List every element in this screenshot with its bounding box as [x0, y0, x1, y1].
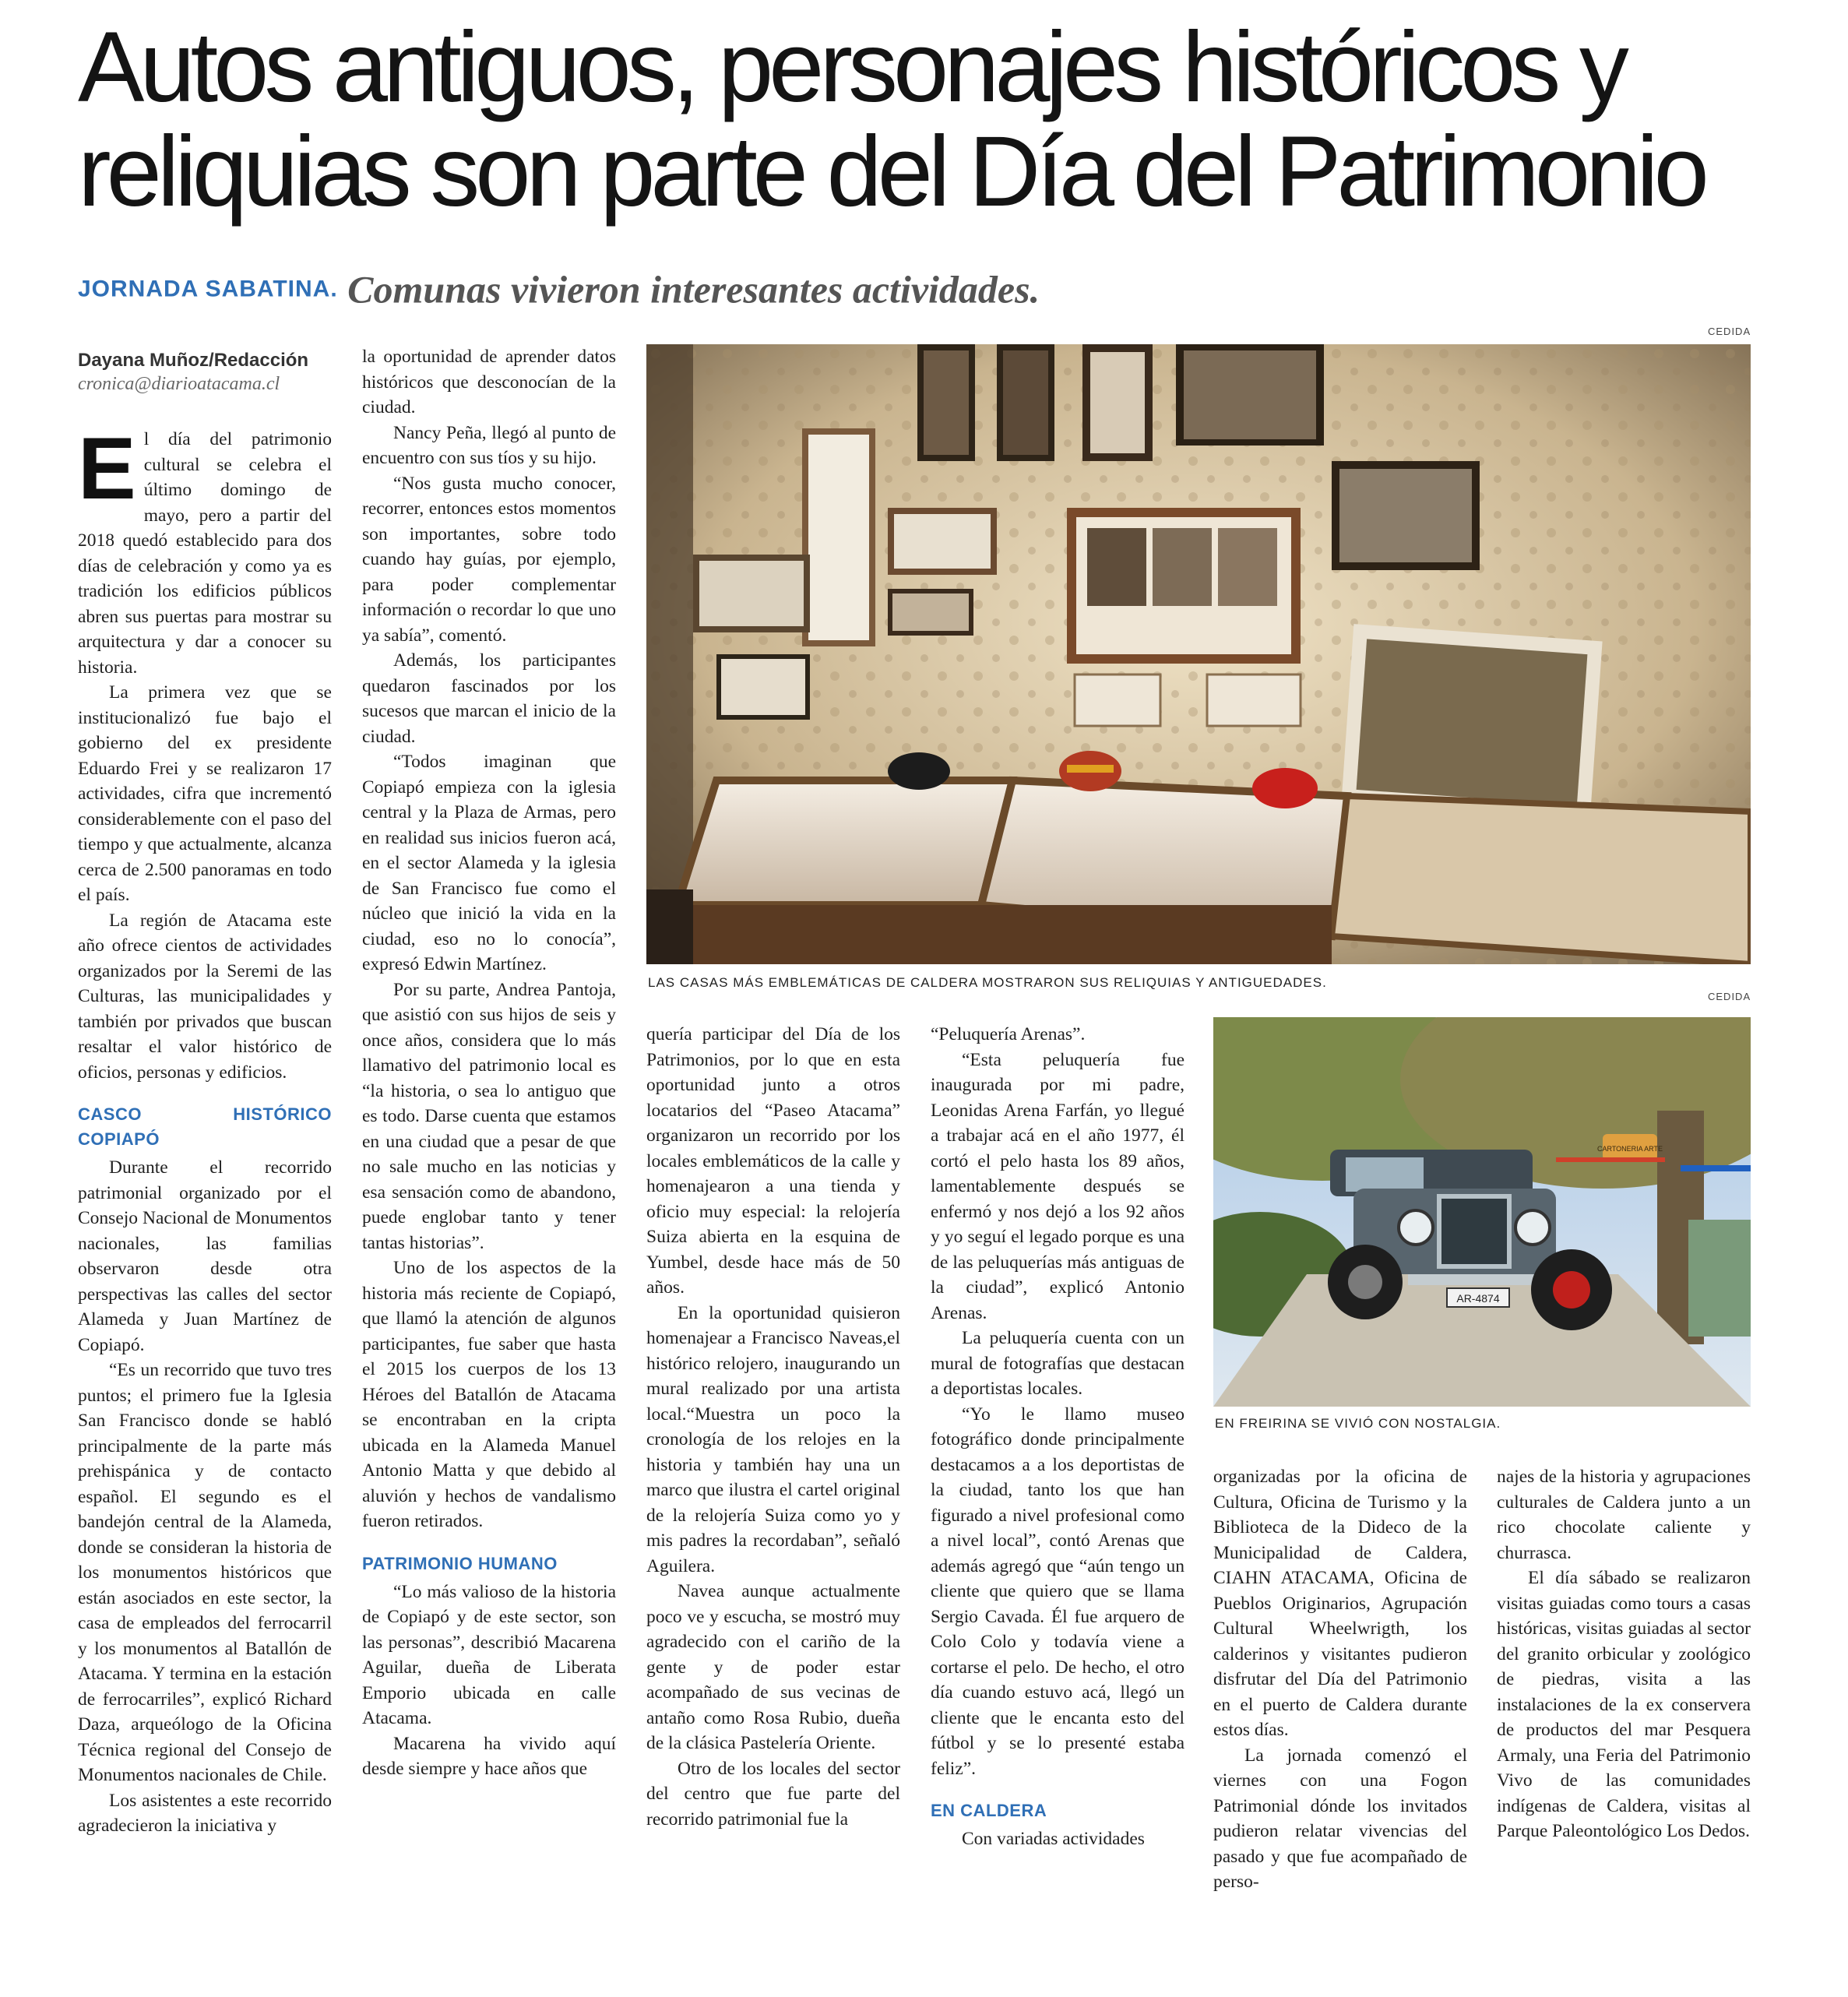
paragraph: “Lo más valioso de la historia de Copiapó y de este sector, son las personas”, describió Macarena Aguilar, dueña de Liberata Emporio ubicada en calle Atacama.	[362, 1581, 616, 1728]
photo-credit: CEDIDA	[1708, 991, 1751, 1002]
article-column-5	[1213, 1464, 1467, 1893]
drop-cap: E	[78, 427, 136, 517]
photo-credit: CEDIDA	[1708, 326, 1751, 337]
section-subhead: CASCO HISTÓRICO COPIAPÓ	[78, 1104, 332, 1149]
paragraph: La peluquería cuenta con un mural de fotografías que destacan a deportistas locales.	[931, 1328, 1184, 1399]
section-subhead: PATRIMONIO HUMANO	[362, 1553, 558, 1573]
paragraph: “Esta peluquería fue inaugurada por mi padre, Leonidas Arena Farfán, yo llegué a trabajar acá en el año 1977, él cortó el pelo hasta los 89 años, lamentablemente después se enfermó y nos dejó a los 92 años y yo seguí el legado porque es una de las peluquerías más antiguas de la ciudad”, explicó Antonio Arenas.	[931, 1049, 1184, 1323]
byline-author: Dayana Muñoz/Redacción	[78, 350, 309, 371]
car-photo	[1213, 1017, 1751, 1407]
paragraph: Los asistentes a este recorrido agradecieron la iniciativa y	[78, 1790, 332, 1836]
museum-photo	[646, 344, 1751, 964]
paragraph: “Nos gusta mucho conocer, recorrer, entonces estos momentos son importantes, sobre todo cuando hay guías, por ejemplo, para poder complementar información o recordar lo que uno ya sabía”, comentó.	[362, 473, 616, 646]
shop-sign: CARTONERIA ARTE	[1596, 1145, 1663, 1153]
headline-line-2: reliquias son parte del Día del Patrimonio	[78, 116, 1705, 227]
paragraph-text: l día del patrimonio cultural se celebra el último domingo de mayo, pero a partir del 2018 quedó establecido para dos días de celebración y como ya es tradición los edificios públicos abren sus puertas para mostrar su arquitectura y dar a conocer su historia.	[78, 429, 332, 678]
paragraph: Uno de los aspectos de la historia más reciente de Copiapó, que llamó la atención de algunos participantes, fue saber que hasta el 2015 los cuerpos de los 13 Héroes del Batallón de Atacama se encontraban en la cripta ubicada en la Alameda Manuel Antonio Matta y que debido al aluvión y hechos de vandalismo fueron retirados.	[362, 1258, 616, 1531]
paragraph: Navea aunque actualmente poco ve y escucha, se mostró muy agradecido con el cariño de la gente y de poder estar acompañado de sus vecinas de antaño como Rosa Rubio, dueña de la clásica Pastelería Oriente.	[646, 1581, 900, 1753]
paragraph: La región de Atacama este año ofrece cientos de actividades organizados por la Seremi de las Culturas, las municipalidades y también por privados que buscan resaltar el valor histórico de oficios, personas y edificios.	[78, 910, 332, 1083]
paragraph: En la oportunidad quisieron homenajear a Francisco Naveas,el histórico relojero, inaugurando un mural realizado por una artista local.“Muestra un poco la cronología de los relojes en la historia y también hay una un marco que ilustra el cartel original de la relojería Suiza como yo y mis padres la recordaban”, señaló Aguilera.	[646, 1302, 900, 1576]
paragraph: “Peluquería Arenas”.	[931, 1024, 1086, 1044]
article-column-6	[1497, 1464, 1751, 1893]
paragraph: Macarena ha vivido aquí desde siempre y hace años que	[362, 1733, 616, 1779]
paragraph: Otro de los locales del sector del centro que fue parte del recorrido patrimonial fue la	[646, 1758, 900, 1830]
kicker-lead: JORNADA SABATINA.	[78, 276, 338, 302]
photo-caption: EN FREIRINA SE VIVIÓ CON NOSTALGIA.	[1215, 1416, 1501, 1431]
section-subhead: EN CALDERA	[931, 1801, 1047, 1820]
byline-email: cronica@diarioatacama.cl	[78, 374, 280, 394]
article-column-4	[931, 1022, 1184, 1893]
paragraph: El día sábado se realizaron visitas guiadas como tours a casas históricas, visitas guiadas al sector del granito orbicular y zoológico de piedras, visita a las instalaciones de la ex conservera de productos del mar Pesquera Armaly, una Feria del Patrimonio Vivo de las comunidades indígenas de Caldera, visitas al Parque Paleontológico Los Dedos.	[1497, 1568, 1751, 1841]
paragraph	[78, 427, 332, 680]
kicker-subtitle: Comunas vivieron interesantes actividades.	[347, 267, 1040, 312]
paragraph: “Es un recorrido que tuvo tres puntos; el primero fue la Iglesia San Francisco donde se habló principalmente de la parte más prehispánica y de contacto español. El segundo es el bandejón central de la Alameda, donde se consideran la historia de los monumentos históricos que están asociados en este sector, la casa de empleados del ferrocarril y los monumentos al Batallón de Atacama. Y termina en la estación de ferrocarriles”, explicó Richard Daza, arqueólogo de la Oficina Técnica regional del Consejo de Monumentos nacionales de Chile.	[78, 1360, 332, 1785]
paragraph: “Yo le llamo museo fotográfico donde principalmente destacamos a a los deportistas de la ciudad, tanto los que han figurado a nivel profesional como a nivel local”, contó Arenas que además agregó que “aún tengo un cliente que quiero que se llama Sergio Cavada. Él fue arquero de Colo Colo y todavía viene a cortarse el pelo. De hecho, el otro día cuando estuvo acá, llegó un cliente que le encanta esto del fútbol y se lo presenté estaba feliz”.	[931, 1404, 1184, 1779]
byline	[78, 349, 343, 396]
photo-caption: LAS CASAS MÁS EMBLEMÁTICAS DE CALDERA MOSTRARON SUS RELIQUIAS Y ANTIGUEDADES.	[648, 975, 1327, 990]
article-column-2	[362, 344, 616, 1893]
paragraph: La primera vez que se institucionalizó fue bajo el gobierno del ex presidente Eduardo Frei y se realizaron 17 actividades, cifra que incrementó considerablemente con el paso del tiempo y que actualmente, alcanza cerca de 2.500 panoramas en todo el país.	[78, 682, 332, 905]
paragraph: Nancy Peña, llegó al punto de encuentro con sus tíos y su hijo.	[362, 422, 616, 468]
headline	[78, 12, 1791, 227]
paragraph: Durante el recorrido patrimonial organizado por el Consejo Nacional de Monumentos nacionales, las familias observaron desde otra perspectivas las calles del sector Alameda y Juan Martínez de Copiapó.	[78, 1157, 332, 1355]
license-plate: AR-4874	[1456, 1292, 1500, 1305]
article-column-1	[78, 427, 332, 1893]
museum-photo-illustration	[646, 344, 1751, 964]
paragraph: la oportunidad de aprender datos históricos que desconocían de la ciudad.	[362, 347, 616, 417]
paragraph: quería participar del Día de los Patrimonios, por lo que en esta oportunidad junto a otros locatarios del “Paseo Atacama” organizaron un recorrido por los locales emblemáticos de la calle y homenajearon a una tienda y oficio muy especial: la relojería Suiza abierta en la esquina de Yumbel, desde hace más de 50 años.	[646, 1024, 900, 1298]
headline-line-1: Autos antiguos, personajes históricos y	[78, 12, 1624, 123]
paragraph: La jornada comenzó el viernes con una Fogon Patrimonial dónde los invitados pudieron relatar vivencias del pasado y que fue acompañado de perso-	[1213, 1745, 1467, 1892]
paragraph: “Todos imaginan que Copiapó empieza con la iglesia central y la Plaza de Armas, pero en realidad sus inicios fueron acá, en el sector Alameda y la iglesia de San Francisco fue como el núcleo que inició la vida en la ciudad, eso no lo conocía”, expresó Edwin Martínez.	[362, 752, 616, 974]
paragraph: Además, los participantes quedaron fascinados por los sucesos que marcan el inicio de la ciudad.	[362, 650, 616, 747]
paragraph: organizadas por la oficina de Cultura, Oficina de Turismo y la Biblioteca de la Dideco de la Municipalidad de Caldera, CIAHN ATACAMA, Oficina de Pueblos Originarios, Agrupación Cultural Wheelwrigth, los calderinos y visitantes pudieron disfrutar del Día del Patrimonio en el puerto de Caldera durante estos días.	[1213, 1467, 1467, 1740]
paragraph: Con variadas actividades	[962, 1829, 1145, 1849]
paragraph: najes de la historia y agrupaciones culturales de Caldera junto a un rico chocolate caliente y churrasca.	[1497, 1467, 1751, 1563]
article-column-3	[646, 1022, 900, 1893]
paragraph: Por su parte, Andrea Pantoja, que asistió con sus hijos de seis y once años, considera que lo más llamativo del patrimonio local es “la historia, o sea lo antiguo que es todo. Darse cuenta que estamos en una ciudad que a pesar de que no sale mucho en las noticias y esa sensación como de abandono, puede englobar tanto y tener tantas historias”.	[362, 979, 616, 1253]
car-photo-illustration	[1213, 1017, 1751, 1407]
kicker	[78, 262, 1791, 313]
